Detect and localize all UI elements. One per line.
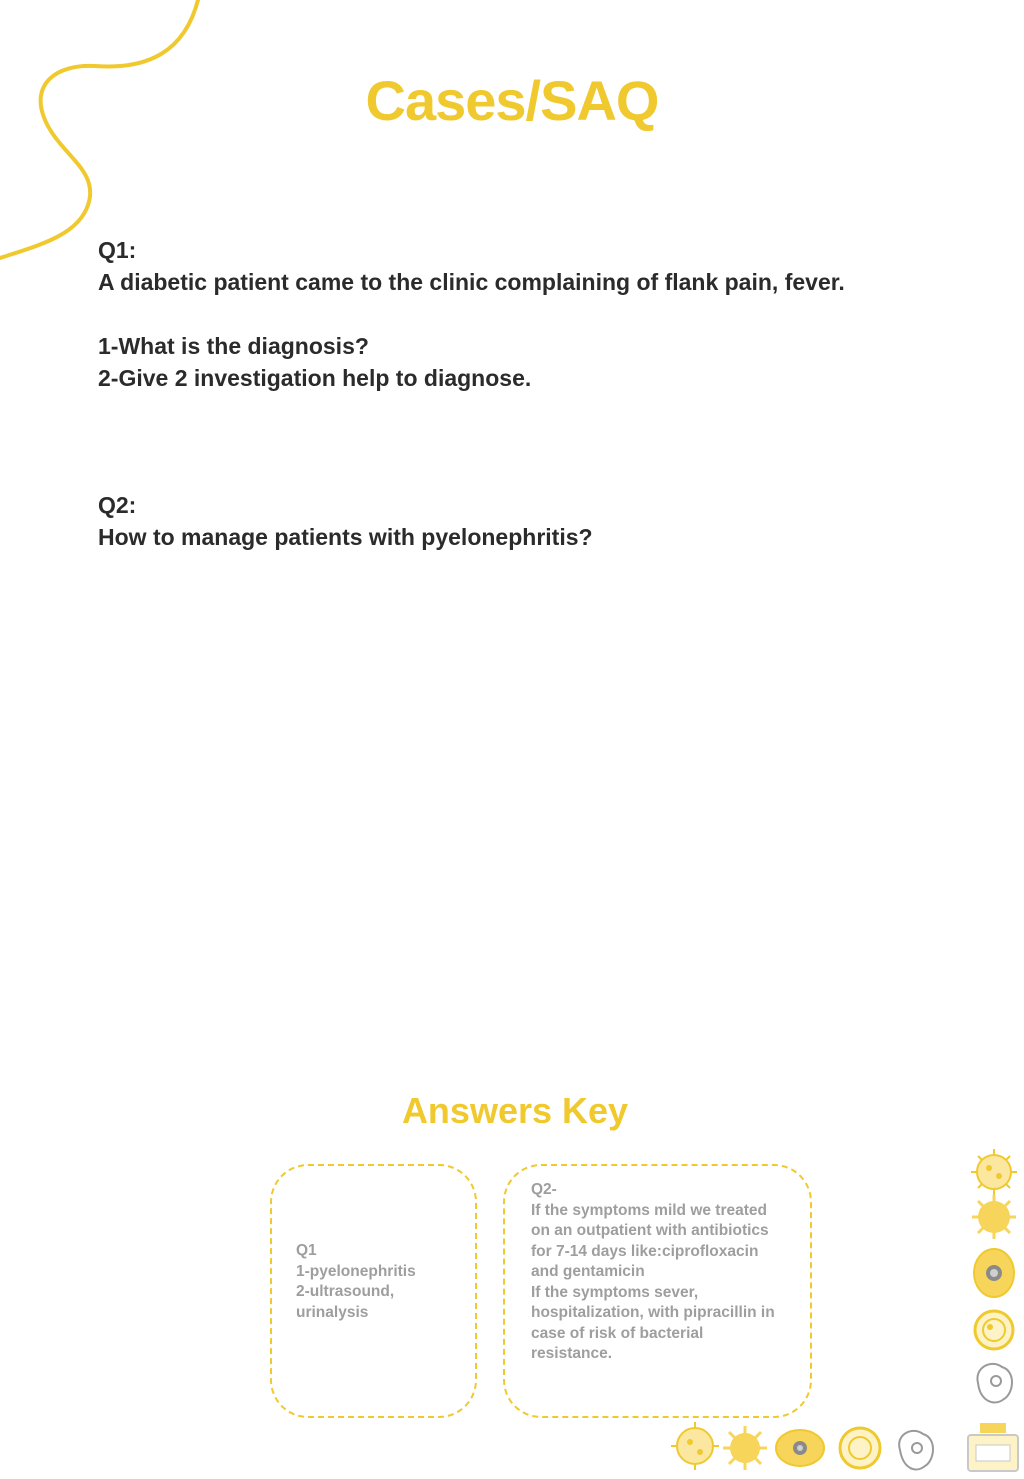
cell-ring-icon bbox=[840, 1428, 880, 1468]
amoeba-icon bbox=[977, 1364, 1012, 1403]
question-label: Q1: bbox=[98, 237, 137, 263]
answer-box-q1 bbox=[270, 1164, 477, 1418]
microbe-decoration-column bbox=[960, 1145, 1024, 1479]
question-part: 1-What is the diagnosis? bbox=[98, 333, 369, 359]
microbe-decoration-row bbox=[665, 1410, 965, 1479]
page-title: Cases/SAQ bbox=[365, 69, 659, 132]
answer-box-q2 bbox=[503, 1164, 812, 1418]
bacteria-icon bbox=[723, 1426, 767, 1470]
answer-line: 2-ultrasound, bbox=[296, 1283, 395, 1300]
amoeba-icon bbox=[899, 1431, 933, 1470]
answer-line: 1-pyelonephritis bbox=[296, 1262, 416, 1280]
lab-equipment-icon bbox=[968, 1423, 1018, 1471]
answer-line: hospitalization, with pipracillin in bbox=[531, 1304, 775, 1321]
answer-label: Q2- bbox=[531, 1181, 557, 1198]
cell-ring-icon bbox=[975, 1311, 1013, 1349]
cell-icon bbox=[776, 1430, 824, 1466]
question-1 bbox=[98, 234, 845, 394]
answer-line: If the symptoms mild we treated bbox=[531, 1201, 767, 1219]
question-part: 2-Give 2 investigation help to diagnose. bbox=[98, 365, 532, 391]
virus-icon bbox=[671, 1422, 719, 1470]
question-stem: How to manage patients with pyelonephritis? bbox=[98, 524, 593, 550]
answer-line: case of risk of bacterial bbox=[531, 1324, 704, 1342]
answers-key-title: Answers Key bbox=[401, 1090, 629, 1131]
cell-icon bbox=[974, 1249, 1014, 1297]
answer-line: urinalysis bbox=[296, 1303, 369, 1321]
answer-line: on an outpatient with antibiotics bbox=[531, 1222, 769, 1239]
answer-line: for 7-14 days like:ciprofloxacin bbox=[531, 1242, 759, 1260]
answer-line: and gentamicin bbox=[531, 1263, 645, 1280]
question-2 bbox=[98, 489, 593, 553]
virus-icon bbox=[971, 1149, 1017, 1195]
answer-line: resistance. bbox=[531, 1345, 612, 1362]
answer-line: If the symptoms sever, bbox=[531, 1283, 699, 1301]
bacteria-icon bbox=[972, 1195, 1016, 1239]
answer-label: Q1 bbox=[296, 1242, 317, 1259]
question-label: Q2: bbox=[98, 492, 137, 518]
question-stem: A diabetic patient came to the clinic complaining of flank pain, fever. bbox=[98, 269, 845, 295]
